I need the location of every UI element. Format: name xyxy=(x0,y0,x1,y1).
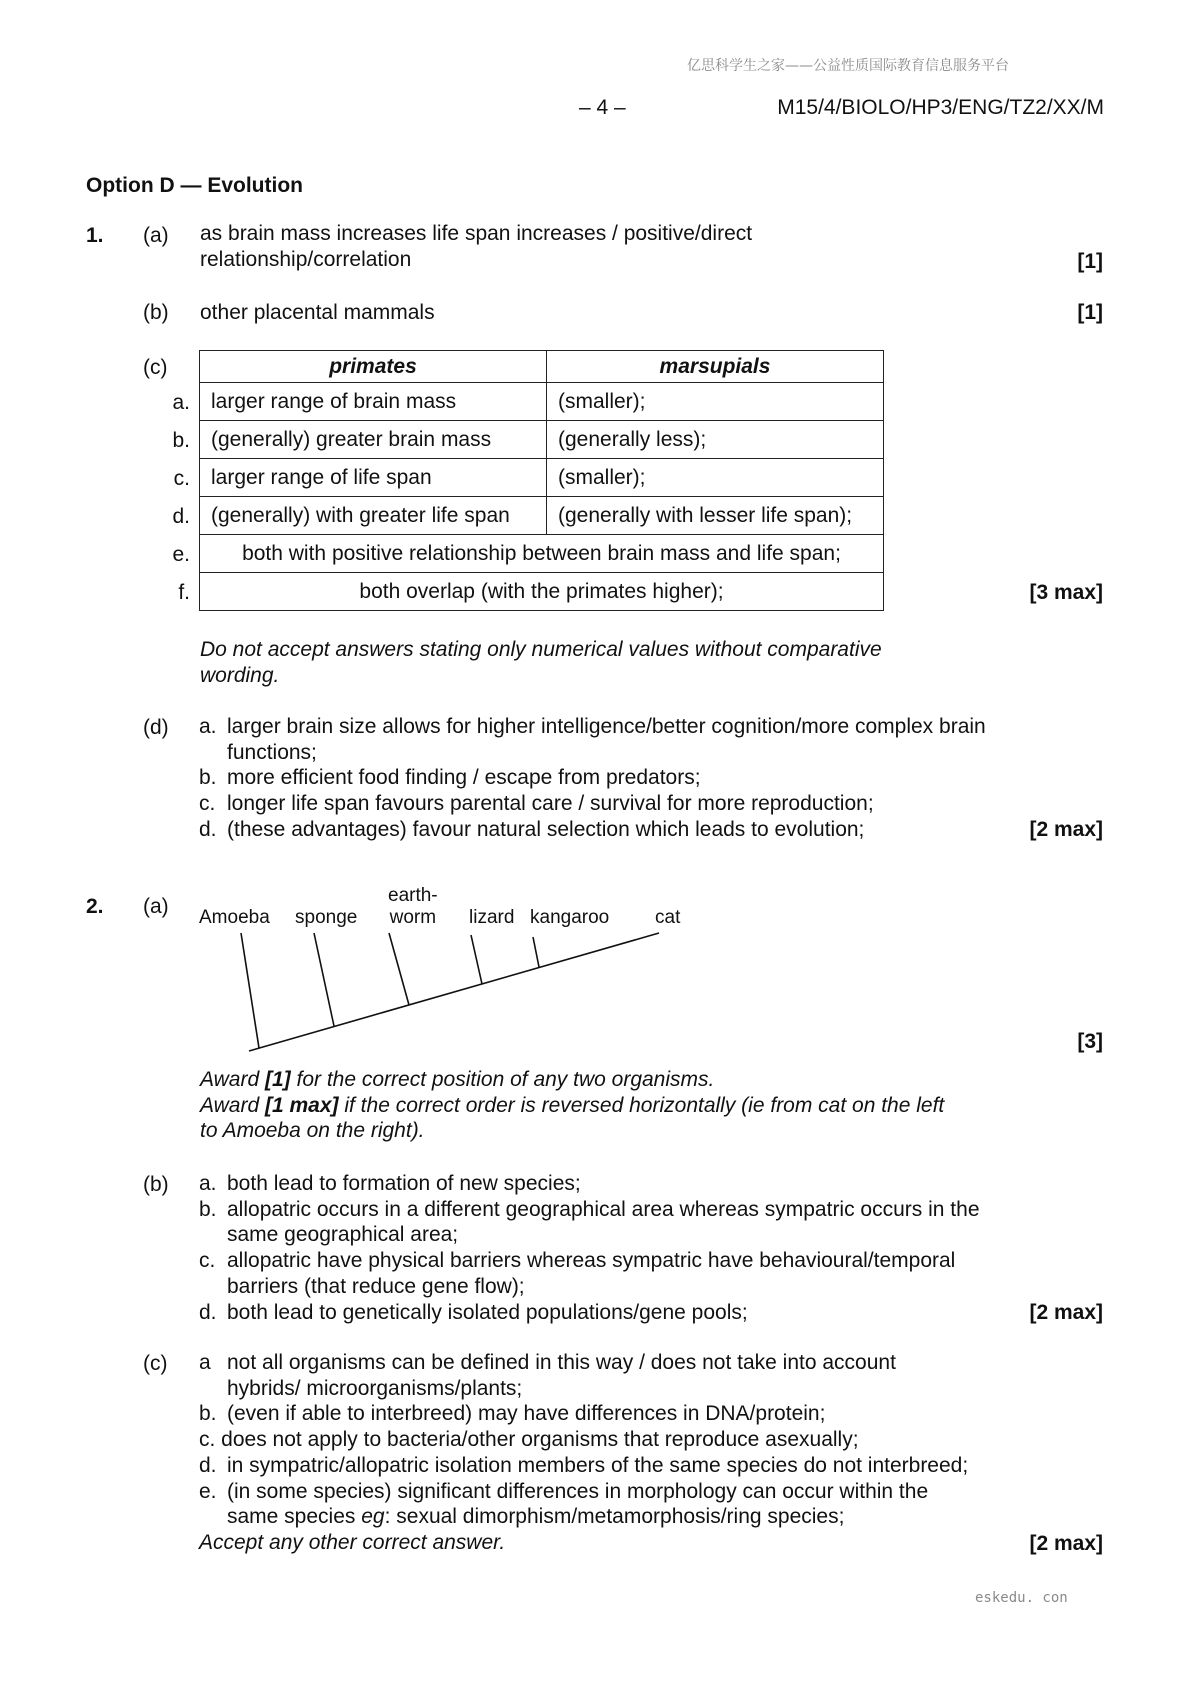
item-e-eg: eg xyxy=(361,1505,385,1529)
paper-code: M15/4/BIOLO/HP3/ENG/TZ2/XX/M xyxy=(777,96,1104,119)
watermark-top: 亿思科学生之家——公益性质国际教育信息服务平台 xyxy=(687,58,1009,74)
list-item xyxy=(199,1401,969,1427)
award-line-1 xyxy=(200,1067,944,1093)
table-row xyxy=(200,573,884,611)
primates-cell: larger range of brain mass xyxy=(200,383,547,421)
list-item xyxy=(199,1453,969,1479)
q2c-label: (c) xyxy=(143,1352,168,1375)
row-key-e: e. xyxy=(172,543,190,566)
item-key: b. xyxy=(199,1197,217,1221)
q1a-line-1: as brain mass increases life span increases / positive/direct xyxy=(200,222,753,245)
marsupials-cell: (generally with lesser life span); xyxy=(547,497,884,535)
item-e-pre: same species xyxy=(227,1505,362,1529)
item-text: (even if able to interbreed) may have differences in DNA/protein; xyxy=(227,1402,826,1426)
award-line-3: to Amoeba on the right). xyxy=(200,1119,425,1142)
primates-cell: (generally) greater brain mass xyxy=(200,421,547,459)
q1a-label: (a) xyxy=(143,224,169,247)
q1b-mark: [1] xyxy=(1077,301,1103,324)
item-text: (in some species) significant differences in morphology can occur within the xyxy=(227,1479,929,1503)
q2c-list xyxy=(199,1350,969,1556)
q1c-note xyxy=(200,637,882,688)
label-kangaroo: kangaroo xyxy=(530,907,610,928)
label-sponge: sponge xyxy=(295,907,358,928)
row-key-f: f. xyxy=(178,581,190,604)
q2a-label: (a) xyxy=(143,895,169,918)
award-1-marks: [1] xyxy=(264,1068,291,1091)
q1b-label: (b) xyxy=(143,301,169,324)
award-2-post: if the correct order is reversed horizontally (ie from cat on the left xyxy=(338,1093,945,1117)
row-key-a: a. xyxy=(172,391,190,414)
branch-lizard xyxy=(471,935,482,984)
award-line-2 xyxy=(200,1093,944,1119)
cladogram-lines xyxy=(199,885,699,1060)
item-key: b. xyxy=(199,1402,217,1426)
q1a-mark: [1] xyxy=(1077,250,1103,273)
item-key: e. xyxy=(199,1479,217,1503)
row-key-b: b. xyxy=(172,429,190,452)
q1c-label: (c) xyxy=(143,356,168,379)
award-1-pre: Award xyxy=(200,1068,265,1091)
primates-cell: larger range of life span xyxy=(200,459,547,497)
item-key: c. xyxy=(199,1249,216,1273)
list-item xyxy=(199,1479,969,1505)
item-text: larger brain size allows for higher intelligence/better cognition/more complex brain functions; xyxy=(227,715,986,764)
q1d-list xyxy=(199,714,999,843)
award-2-pre: Award xyxy=(200,1093,265,1117)
q2b-mark: [2 max] xyxy=(1029,1301,1103,1324)
award-2-marks: [1 max] xyxy=(264,1093,339,1117)
main-trunk-line xyxy=(249,933,659,1051)
label-amoeba: Amoeba xyxy=(199,907,270,928)
label-earthworm-line-2: worm xyxy=(389,907,437,928)
item-text: both lead to formation of new species; xyxy=(227,1172,581,1195)
watermark-bottom: eskedu. con xyxy=(975,1590,1068,1606)
column-header-primates: primates xyxy=(200,351,547,383)
q1b-answer: other placental mammals xyxy=(200,301,435,324)
item-key: c. xyxy=(199,792,216,816)
item-e-post: : sexual dimorphism/metamorphosis/ring species; xyxy=(384,1505,845,1529)
row-key-c: c. xyxy=(173,467,190,490)
option-title: Option D — Evolution xyxy=(86,174,303,197)
item-key: d. xyxy=(199,1453,217,1477)
list-item xyxy=(199,1248,1019,1299)
list-item xyxy=(199,791,999,817)
item-key: a. xyxy=(199,715,217,738)
item-text: (these advantages) favour natural selection which leads to evolution; xyxy=(227,817,865,841)
label-lizard: lizard xyxy=(469,907,515,928)
q1c-mark: [3 max] xyxy=(1029,581,1103,604)
list-item: c. does not apply to bacteria/other organisms that reproduce asexually; xyxy=(199,1428,859,1452)
q1d-label: (d) xyxy=(143,716,169,739)
q2c-mark: [2 max] xyxy=(1029,1532,1103,1555)
item-text: not all organisms can be defined in this way / does not take into account hybrids/ microorganisms/plants; xyxy=(227,1351,896,1400)
list-item xyxy=(199,1197,1019,1248)
shared-cell: both overlap (with the primates higher); xyxy=(200,573,884,611)
item-text: more efficient food finding / escape from predators; xyxy=(227,766,701,790)
branch-amoeba xyxy=(241,933,259,1048)
list-item xyxy=(199,1350,969,1401)
question-1-number: 1. xyxy=(86,224,104,247)
branch-sponge xyxy=(314,933,334,1026)
table-row xyxy=(200,421,884,459)
q2b-label: (b) xyxy=(143,1173,169,1196)
list-item xyxy=(199,1300,1019,1326)
item-key: d. xyxy=(199,1300,217,1324)
q2a-awards xyxy=(200,1067,944,1144)
item-key: d. xyxy=(199,817,217,841)
item-key: b. xyxy=(199,766,217,790)
award-1-post: for the correct position of any two organisms. xyxy=(290,1068,715,1091)
list-item xyxy=(199,765,999,791)
item-key: a xyxy=(199,1351,211,1374)
item-text: allopatric have physical barriers whereas sympatric have behavioural/temporal barriers (that reduce gene flow); xyxy=(227,1249,956,1298)
label-earthworm-line-1: earth- xyxy=(388,885,438,906)
column-header-marsupials: marsupials xyxy=(547,351,884,383)
label-cat: cat xyxy=(655,907,681,928)
q2c-note: Accept any other correct answer. xyxy=(199,1530,506,1554)
table-row xyxy=(200,383,884,421)
table-row xyxy=(200,497,884,535)
branch-earthworm xyxy=(389,933,409,1005)
item-text: in sympatric/allopatric isolation members of the same species do not interbreed; xyxy=(227,1453,969,1477)
marsupials-cell: (smaller); xyxy=(547,383,884,421)
table-row xyxy=(200,459,884,497)
table-header-row xyxy=(200,351,884,383)
item-text: allopatric occurs in a different geographical area whereas sympatric occurs in the same geographical area; xyxy=(227,1197,980,1247)
q1a-line-2: relationship/correlation xyxy=(200,247,412,271)
q1c-note-line-2: wording. xyxy=(200,663,280,687)
marsupials-cell: (generally less); xyxy=(547,421,884,459)
comparison-table xyxy=(199,350,884,611)
list-item-continuation xyxy=(199,1504,969,1530)
row-key-d: d. xyxy=(172,505,190,528)
item-text: longer life span favours parental care / survival for more reproduction; xyxy=(227,792,874,816)
q2b-list xyxy=(199,1171,1019,1325)
q1a-answer xyxy=(200,221,752,272)
list-item xyxy=(199,714,999,765)
table-row xyxy=(200,535,884,573)
shared-cell: both with positive relationship between brain mass and life span; xyxy=(200,535,884,573)
primates-cell: (generally) with greater life span xyxy=(200,497,547,535)
cladogram xyxy=(199,885,699,1060)
q1c-note-line-1: Do not accept answers stating only numerical values without comparative xyxy=(200,638,882,661)
question-2-number: 2. xyxy=(86,895,104,918)
list-item xyxy=(199,1171,1019,1197)
q1d-mark: [2 max] xyxy=(1029,818,1103,841)
marsupials-cell: (smaller); xyxy=(547,459,884,497)
list-item xyxy=(199,817,999,843)
item-text: both lead to genetically isolated populations/gene pools; xyxy=(227,1300,748,1324)
q2a-mark: [3] xyxy=(1077,1030,1103,1053)
page-number: – 4 – xyxy=(579,96,626,119)
branch-kangaroo xyxy=(533,937,539,967)
item-key: a. xyxy=(199,1172,217,1195)
